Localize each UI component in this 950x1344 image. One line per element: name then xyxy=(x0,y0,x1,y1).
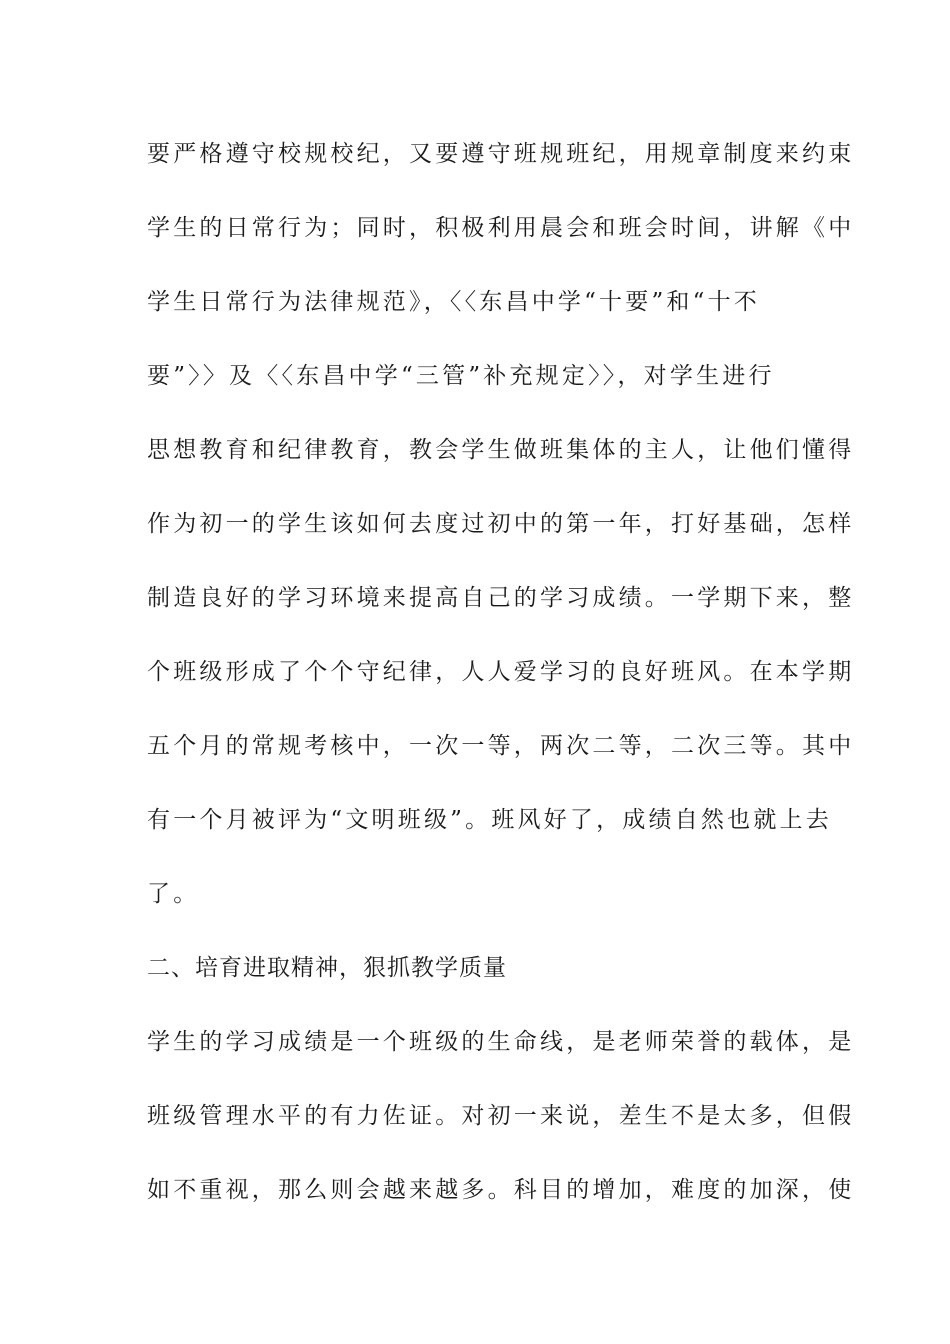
text-line: 个班级形成了个个守纪律，人人爱学习的良好班风。在本学期 xyxy=(147,659,855,685)
body-text xyxy=(147,126,855,1236)
section-heading: 二、培育进取精神，狠抓教学质量 xyxy=(147,955,507,981)
text-line: 要严格遵守校规校纪，又要遵守班规班纪，用规章制度来约束 xyxy=(147,141,855,167)
text-line: 思想教育和纪律教育，教会学生做班集体的主人，让他们懂得 xyxy=(147,437,855,463)
text-line: 作为初一的学生该如何去度过初中的第一年，打好基础，怎样 xyxy=(147,511,855,537)
text-line: 有一个月被评为“文明班级”。班风好了，成绩自然也就上去 xyxy=(147,807,832,833)
text-line: 五个月的常规考核中，一次一等，两次二等，二次三等。其中 xyxy=(147,733,855,759)
text-line: 学生日常行为法律规范》，〈〈东昌中学“十要”和“十不 xyxy=(147,289,760,315)
text-line: 如不重视，那么则会越来越多。科目的增加，难度的加深，使 xyxy=(147,1177,855,1203)
text-line: 班级管理水平的有力佐证。对初一来说，差生不是太多，但假 xyxy=(147,1103,855,1129)
text-line: 学生的学习成绩是一个班级的生命线，是老师荣誉的载体，是 xyxy=(147,1029,855,1055)
text-line: 了。 xyxy=(147,881,200,907)
text-line: 要”〉〉及〈〈东昌中学“三管”补充规定〉〉，对学生进行 xyxy=(147,363,775,389)
text-line: 学生的日常行为；同时，积极利用晨会和班会时间，讲解《中 xyxy=(147,215,855,241)
text-line: 制造良好的学习环境来提高自己的学习成绩。一学期下来，整 xyxy=(147,585,855,611)
